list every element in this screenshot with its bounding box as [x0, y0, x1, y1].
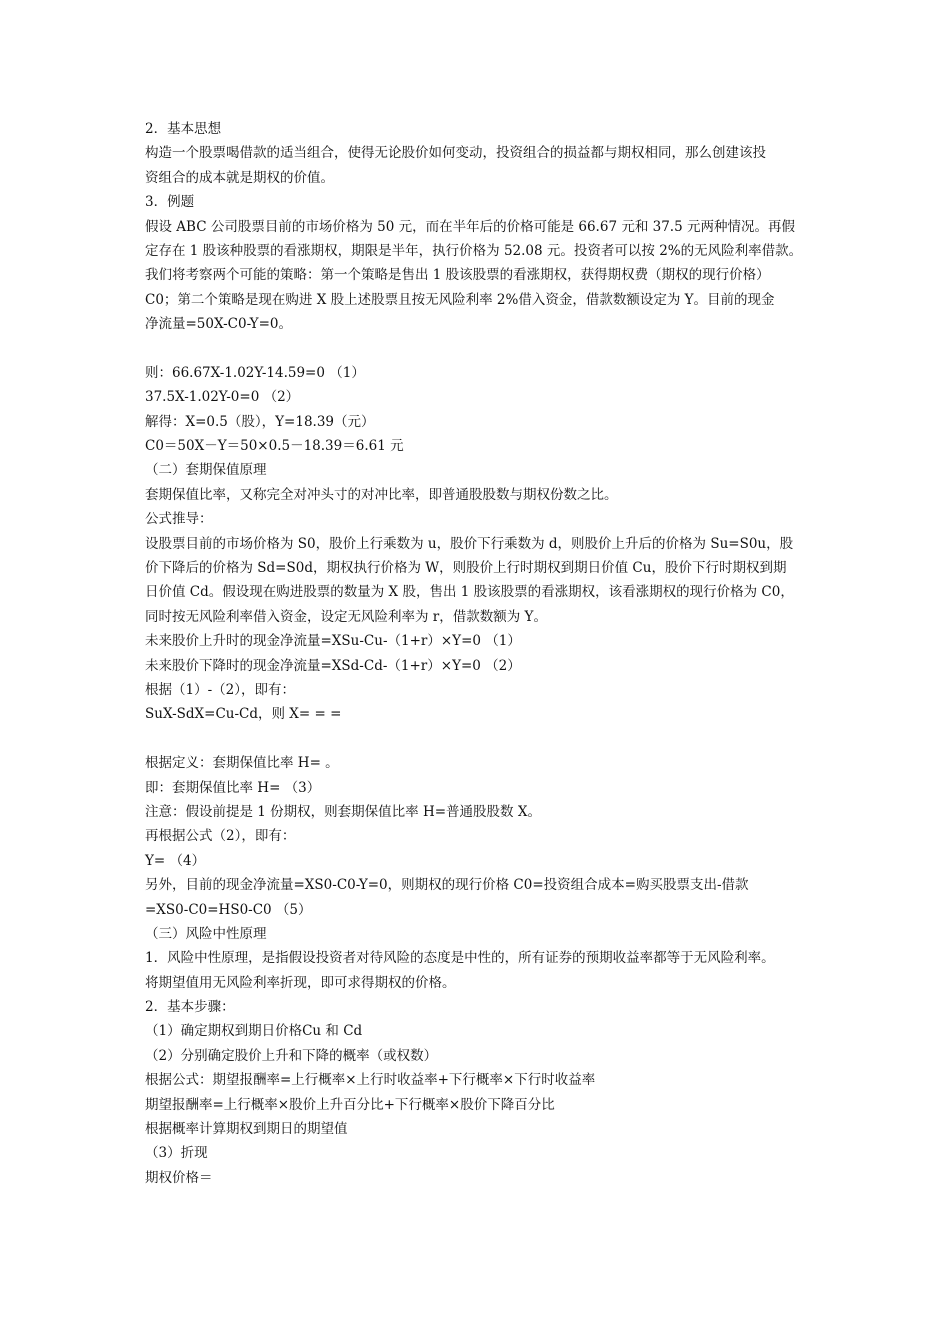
paragraph-line: 设股票目前的市场价格为 S0，股价上行乘数为 u，股价下行乘数为 d，则股价上升后的价格为 Su=S0u，股 — [145, 535, 794, 552]
paragraph-line: 资组合的成本就是期权的价值。 — [145, 169, 334, 186]
note-line: 注意：假设前提是 1 份期权，则套期保值比率 H=普通股股数 X。 — [145, 803, 541, 820]
paragraph-line: 构造一个股票喝借款的适当组合，使得无论股价如何变动，投资组合的损益都与期权相同，那么创建该投 — [145, 145, 766, 162]
formula-line: 期权价格＝ — [145, 1169, 213, 1186]
equation-line: SuX-SdX=Cu-Cd，则 X= = = — [145, 706, 342, 723]
heading-example: 3．例题 — [145, 194, 195, 211]
paragraph-line: 我们将考察两个可能的策略：第一个策略是售出 1 股该股票的看涨期权，获得期权费（期权的现行价格） — [145, 267, 770, 284]
paragraph-line: 价下降后的价格为 Sd=S0d，期权执行价格为 W，则股价上行时期权到期日价值 Cu，股价下行时期权到期 — [145, 560, 787, 577]
blank-line — [145, 727, 825, 751]
document-body — [145, 117, 825, 1190]
heading-basic-idea: 2．基本思想 — [145, 121, 222, 137]
solution-line: C0＝50X－Y＝50×0.5－18.39＝6.61 元 — [145, 438, 404, 455]
equation-line: =XS0-C0=HS0-C0 （5） — [145, 901, 312, 918]
paragraph-line: 根据定义：套期保值比率 H= 。 — [145, 755, 339, 772]
paragraph-line: 再根据公式（2），即有： — [145, 828, 296, 845]
paragraph-line: 净流量=50X-C0-Y=0。 — [145, 316, 292, 333]
step-line: （3）折现 — [145, 1145, 208, 1162]
solution-line: 解得：X=0.5（股），Y=18.39（元） — [145, 413, 375, 430]
paragraph-line: 另外，目前的现金净流量=XS0-C0-Y=0，则期权的现行价格 C0=投资组合成本=购买股票支出-借款 — [145, 877, 749, 894]
equation-line: 37.5X-1.02Y-0=0 （2） — [145, 389, 300, 406]
paragraph-line: 根据概率计算期权到期日的期望值 — [145, 1121, 348, 1138]
blank-line — [145, 337, 825, 361]
step-line: （2）分别确定股价上升和下降的概率（或权数） — [145, 1047, 438, 1064]
equation-line: 未来股价下降时的现金净流量=XSd-Cd-（1+r）×Y=0 （2） — [145, 657, 521, 674]
paragraph-line: 日价值 Cd。假设现在购进股票的数量为 X 股，售出 1 股该股票的看涨期权，该看涨期权的现行价格为 C0， — [145, 584, 794, 601]
equation-line: 未来股价上升时的现金净流量=XSu-Cu-（1+r）×Y=0 （1） — [145, 633, 521, 650]
heading-hedge-principle: （二）套期保值原理 — [145, 462, 267, 479]
formula-line: 根据公式：期望报酬率=上行概率×上行时收益率+下行概率×下行时收益率 — [145, 1072, 596, 1089]
paragraph-line: 定存在 1 股该种股票的看涨期权，期限是半年，执行价格为 52.08 元。投资者可以按 2%的无风险利率借款。 — [145, 242, 803, 259]
paragraph-line: 同时按无风险利率借入资金，设定无风险利率为 r，借款数额为 Y。 — [145, 608, 547, 625]
paragraph-line: 根据（1）-（2），即有： — [145, 681, 295, 698]
heading-formula-derivation: 公式推导： — [145, 511, 213, 528]
step-line: （1）确定期权到期日价格Cu 和 Cd — [145, 1023, 363, 1040]
paragraph-line: 套期保值比率，又称完全对冲头寸的对冲比率，即普通股股数与期权份数之比。 — [145, 486, 618, 503]
paragraph-line: C0；第二个策略是现在购进 X 股上述股票且按无风险利率 2%借入资金，借款数额设定为 Y。目前的现金 — [145, 291, 775, 308]
equation-line: Y= （4） — [145, 852, 206, 869]
equation-line: 则：66.67X-1.02Y-14.59=0 （1） — [145, 364, 365, 381]
formula-line: 期望报酬率=上行概率×股价上升百分比+下行概率×股价下降百分比 — [145, 1096, 555, 1113]
heading-risk-neutral: （三）风险中性原理 — [145, 925, 267, 942]
paragraph-line: 假设 ABC 公司股票目前的市场价格为 50 元，而在半年后的价格可能是 66.67 元和 37.5 元两种情况。再假 — [145, 218, 795, 235]
paragraph-line: 将期望值用无风险利率折现，即可求得期权的价格。 — [145, 974, 456, 991]
paragraph-line: 1．风险中性原理，是指假设投资者对待风险的态度是中性的，所有证券的预期收益率都等于无风险利率。 — [145, 950, 775, 967]
equation-line: 即：套期保值比率 H= （3） — [145, 779, 321, 796]
heading-basic-steps: 2．基本步骤： — [145, 999, 235, 1016]
